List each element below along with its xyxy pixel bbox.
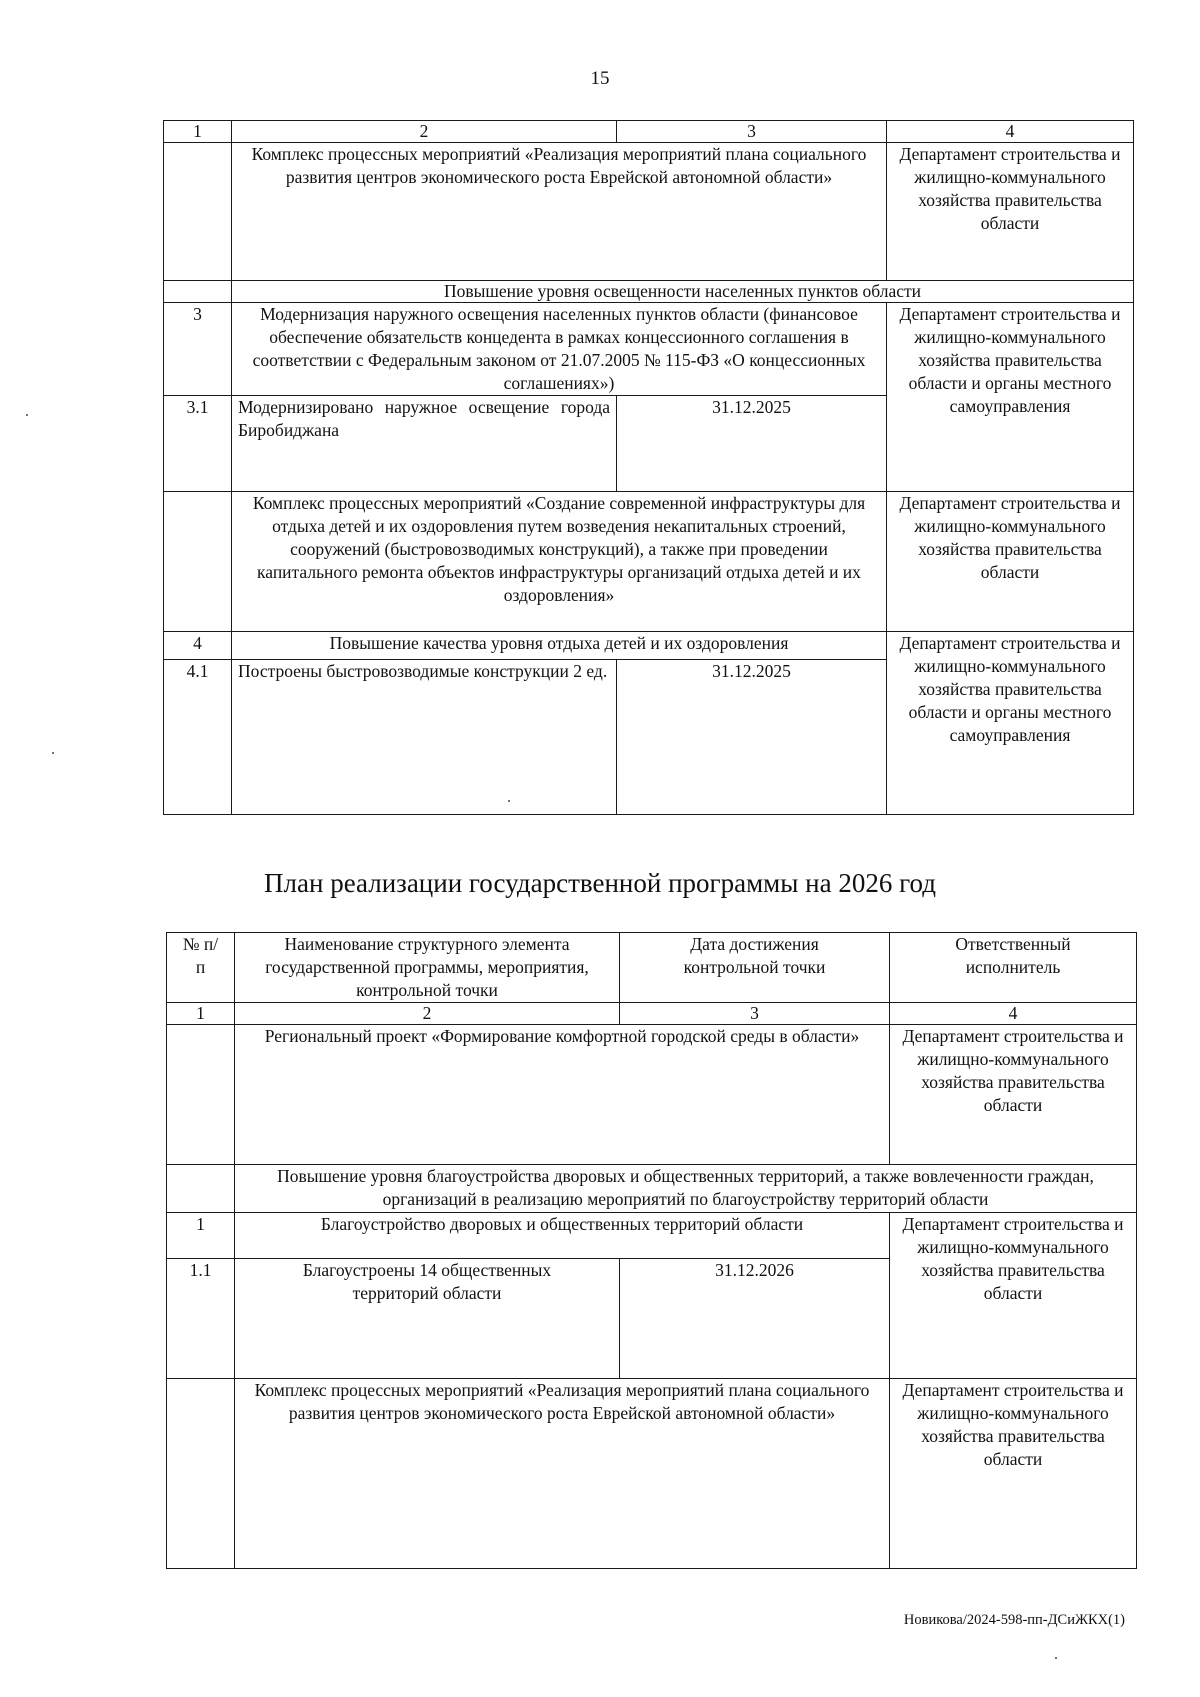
header-responsible: Ответственный исполнитель <box>890 933 1137 1003</box>
table-row <box>164 303 1134 396</box>
row-text: Комплекс процессных мероприятий «Реализация мероприятий плана социального развития центров экономического роста Еврейской автономной области» <box>235 1379 890 1569</box>
table-row <box>167 1379 1137 1569</box>
col-number: 2 <box>232 121 617 143</box>
table-row <box>167 1213 1137 1259</box>
table-row <box>164 281 1134 303</box>
row-number <box>164 281 232 303</box>
row-text: Благоустроены 14 общественных территорий области <box>235 1259 620 1379</box>
row-number: 4.1 <box>164 660 232 815</box>
table-row <box>164 632 1134 660</box>
column-number-row <box>164 121 1134 143</box>
table-row <box>164 492 1134 632</box>
col-number: 3 <box>620 1003 890 1025</box>
col-number: 1 <box>167 1003 235 1025</box>
col-number: 1 <box>164 121 232 143</box>
row-responsible: Департамент строительства и жилищно-коммунального хозяйства правительства области и органы местного самоуправления <box>887 303 1134 492</box>
row-number <box>167 1025 235 1165</box>
row-number: 1.1 <box>167 1259 235 1379</box>
row-number <box>164 492 232 632</box>
table-row <box>167 1025 1137 1165</box>
page-number: 15 <box>590 68 610 89</box>
table-row <box>167 1165 1137 1213</box>
col-number: 3 <box>617 121 887 143</box>
row-responsible: Департамент строительства и жилищно-коммунального хозяйства правительства области <box>890 1025 1137 1165</box>
document-code: Новикова/2024-598-пп-ДСиЖКХ(1) <box>903 1612 1125 1628</box>
col-number: 4 <box>887 121 1134 143</box>
header-row <box>167 933 1137 1003</box>
row-goal: Повышение уровня освещенности населенных пунктов области <box>232 281 1134 303</box>
scan-speck <box>26 414 28 416</box>
row-text: Построены быстровозводимые конструкции 2 ед. <box>232 660 617 815</box>
row-number: 3 <box>164 303 232 396</box>
plan-heading: План реализации государственной программы на 2026 год <box>264 868 936 898</box>
column-number-row <box>167 1003 1137 1025</box>
row-goal: Повышение уровня благоустройства дворовых и общественных территорий, а также вовлеченности граждан, организаций в реализацию мероприятий по благоустройству территорий области <box>235 1165 1137 1213</box>
row-responsible: Департамент строительства и жилищно-коммунального хозяйства правительства области <box>890 1213 1137 1379</box>
col-number: 2 <box>235 1003 620 1025</box>
row-responsible: Департамент строительства и жилищно-коммунального хозяйства правительства области и органы местного самоуправления <box>887 632 1134 815</box>
plan-table-2026 <box>166 932 1137 1569</box>
plan-table-2025 <box>163 120 1134 815</box>
row-date: 31.12.2026 <box>620 1259 890 1379</box>
row-text: Благоустройство дворовых и общественных территорий области <box>235 1213 890 1259</box>
row-responsible: Департамент строительства и жилищно-коммунального хозяйства правительства области <box>887 492 1134 632</box>
row-text: Модернизировано наружное освещение города Биробиджана <box>232 396 617 492</box>
row-responsible: Департамент строительства и жилищно-коммунального хозяйства правительства области <box>890 1379 1137 1569</box>
row-text: Повышение качества уровня отдыха детей и их оздоровления <box>232 632 887 660</box>
row-number: 3.1 <box>164 396 232 492</box>
row-number: 1 <box>167 1213 235 1259</box>
row-text: Модернизация наружного освещения населенных пунктов области (финансовое обеспечение обязательств концедента в рамках концессионного соглашения в соответствии с Федеральным законом от 21.07.2005 № 115-ФЗ «О концессионных соглашениях») <box>232 303 887 396</box>
scan-speck <box>508 800 510 802</box>
col-number: 4 <box>890 1003 1137 1025</box>
row-text: Комплекс процессных мероприятий «Реализация мероприятий плана социального развития центров экономического роста Еврейской автономной области» <box>232 143 887 281</box>
row-number <box>164 143 232 281</box>
table-row <box>164 143 1134 281</box>
header-name: Наименование структурного элемента государственной программы, мероприятия, контрольной точки <box>235 933 620 1003</box>
scan-speck <box>1055 1657 1057 1659</box>
row-responsible: Департамент строительства и жилищно-коммунального хозяйства правительства области <box>887 143 1134 281</box>
row-text: Региональный проект «Формирование комфортной городской среды в области» <box>235 1025 890 1165</box>
row-number <box>167 1165 235 1213</box>
row-number <box>167 1379 235 1569</box>
row-date: 31.12.2025 <box>617 396 887 492</box>
scan-speck <box>52 752 54 754</box>
header-num: № п/п <box>167 933 235 1003</box>
row-number: 4 <box>164 632 232 660</box>
row-date: 31.12.2025 <box>617 660 887 815</box>
row-text: Комплекс процессных мероприятий «Создание современной инфраструктуры для отдыха детей и их оздоровления путем возведения некапитальных строений, сооружений (быстровозводимых конструкций), а также при проведении капитального ремонта объектов инфраструктуры организаций отдыха детей и их оздоровления» <box>232 492 887 632</box>
header-date: Дата достижения контрольной точки <box>620 933 890 1003</box>
